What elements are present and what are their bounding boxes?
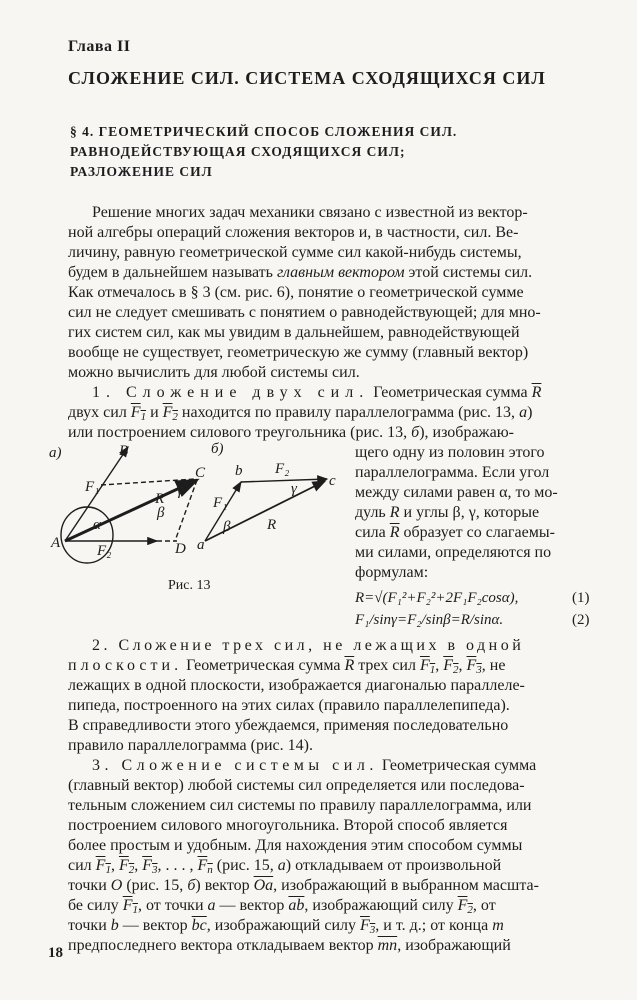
label-R: R — [155, 491, 165, 507]
text-line: Решение многих задач механики связано с известной из вектор- — [92, 204, 528, 221]
figure-caption: Рис. 13 — [168, 578, 211, 593]
text-line: пипеда, построенного на этих силах (правило параллелепипеда). — [68, 697, 510, 714]
subsection-heading: 2. Сложение трех сил, не лежащих в одной — [92, 637, 525, 654]
text-line: точки O (рис. 15, б) вектор $\overline{Oa}$, изображающий в выбранном масшта- — [68, 877, 539, 894]
label-gamma-b: γ — [291, 481, 297, 497]
label-F1: F₁ — [85, 479, 100, 495]
text-line: параллелограмма. Если угол — [355, 464, 550, 481]
label-D: D — [175, 541, 186, 557]
subsection-heading: 1. Сложение двух сил. Геометрическая сумма $\overline{R}$ — [92, 384, 542, 401]
page-number: 18 — [48, 945, 63, 961]
label-F2: F₂ — [97, 543, 112, 559]
text-line: (главный вектор) любой системы сил определяется или последова- — [68, 777, 525, 794]
text-line: точки b — вектор $\overline{bc}$, изображающий силу $F_3$, и т. д.; от конца m — [68, 917, 504, 936]
chapter-title: СЛОЖЕНИЕ СИЛ. СИСТЕМА СХОДЯЩИХСЯ СИЛ — [68, 68, 546, 88]
text-line: сил не следует смешивать с понятием о равнодействующей; для мно- — [68, 304, 541, 321]
section-title-line: РАЗЛОЖЕНИЕ СИЛ — [70, 164, 213, 179]
chapter-label: Глава II — [68, 38, 131, 55]
label-a: a — [197, 537, 205, 553]
text-line: В справедливости этого убеждаемся, применяя последовательно — [68, 717, 509, 734]
text-line: вообще не существует, геометрическую же сумму (главный вектор) — [68, 344, 529, 361]
text-line: построением силового многоугольника. Второй способ является — [68, 817, 508, 834]
text-line: между силами равен α, то мо- — [355, 484, 558, 501]
formula-1-number: (1) — [572, 590, 590, 606]
emphasis: главным вектором — [276, 264, 405, 281]
formula-1: R=√(F₁²+F₂²+2F₁F₂cosα), — [355, 590, 519, 606]
label-b: b — [235, 463, 243, 479]
label-beta-b: β — [223, 519, 231, 535]
formula-2: F₁/sinγ=F₂/sinβ=R/sinα. — [355, 612, 504, 628]
text-line: дуль R и углы β, γ, которые — [355, 504, 540, 521]
label-R-b: R — [267, 517, 277, 533]
text-line: Как отмечалось в § 3 (см. рис. 6), понятие о геометрической сумме — [68, 284, 524, 301]
vector-f2 — [241, 479, 327, 482]
label-F2-b: F₂ — [275, 461, 290, 477]
section-title — [70, 122, 570, 182]
text-line: тельным сложением сил системы по правилу параллелограмма, или — [68, 797, 532, 814]
figure-panel-a: а) — [49, 445, 62, 461]
label-C: C — [195, 465, 206, 481]
text-line: личину, равную геометрической сумме сил какой-нибудь системы, — [68, 244, 522, 261]
text-line: сила $\overline{R}$ образует со слагаемы- — [355, 524, 555, 541]
text-line: или построением силового треугольника (рис. 13, б), изображаю- — [68, 424, 514, 441]
label-c: c — [329, 473, 336, 489]
label-alpha: α — [93, 517, 101, 533]
text-line: будем в дальнейшем называть главным вектором этой системы сил. — [68, 264, 533, 281]
text-line: гих систем сил, как мы увидим в дальнейшем, равнодействующей — [68, 324, 520, 341]
text-line: двух сил $F_1$ и $F_2$ находится по правилу параллелограмма (рис. 13, a) — [68, 404, 533, 423]
text-line: сил $F_1$, $F_2$, $F_3$, . . . , $F_n$ (рис. 15, a) откладываем от произвольной — [68, 857, 502, 876]
text-line: предпоследнего вектора откладываем вектор $\overline{mn}$, изображающий — [68, 937, 511, 954]
figure-13 — [45, 437, 350, 577]
text-line: щего одну из половин этого — [355, 444, 545, 461]
text-line: ной алгебры операций сложения векторов и, в частности, сил. Ве- — [68, 224, 519, 241]
text-line: лежащих в одной плоскости, изображается диагональю параллеле- — [68, 677, 525, 694]
text-line: бе силу $F_1$, от точки a — вектор $\overline{ab}$, изображающий силу $F_2$, от — [68, 897, 496, 916]
section-title-line: РАВНОДЕЙСТВУЮЩАЯ СХОДЯЩИХСЯ СИЛ; — [70, 144, 406, 159]
text-line: можно вычислить для любой системы сил. — [68, 364, 360, 381]
label-B: B — [119, 443, 129, 459]
text-line: формулам: — [355, 564, 429, 581]
label-gamma: γ — [177, 483, 183, 499]
figure-panel-b: б) — [211, 441, 224, 457]
text-line: более простым и удобным. Для нахождения этим способом суммы — [68, 837, 523, 854]
text-line: ми силами, определяются по — [355, 544, 552, 561]
label-F1-b: F₁ — [213, 495, 228, 511]
text-line: правило параллелограмма (рис. 14). — [68, 737, 313, 754]
label-beta: β — [157, 505, 165, 521]
formula-2-number: (2) — [572, 612, 590, 628]
text-line: плоскости. Геометрическая сумма $\overline{R}$ трех сил $F_1$, $F_2$, $F_3$, не — [68, 657, 506, 676]
label-A: A — [51, 535, 61, 551]
section-title-line: § 4. ГЕОМЕТРИЧЕСКИЙ СПОСОБ СЛОЖЕНИЯ СИЛ. — [70, 124, 458, 139]
subsection-heading: 3. Сложение системы сил. Геометрическая сумма — [92, 757, 537, 774]
